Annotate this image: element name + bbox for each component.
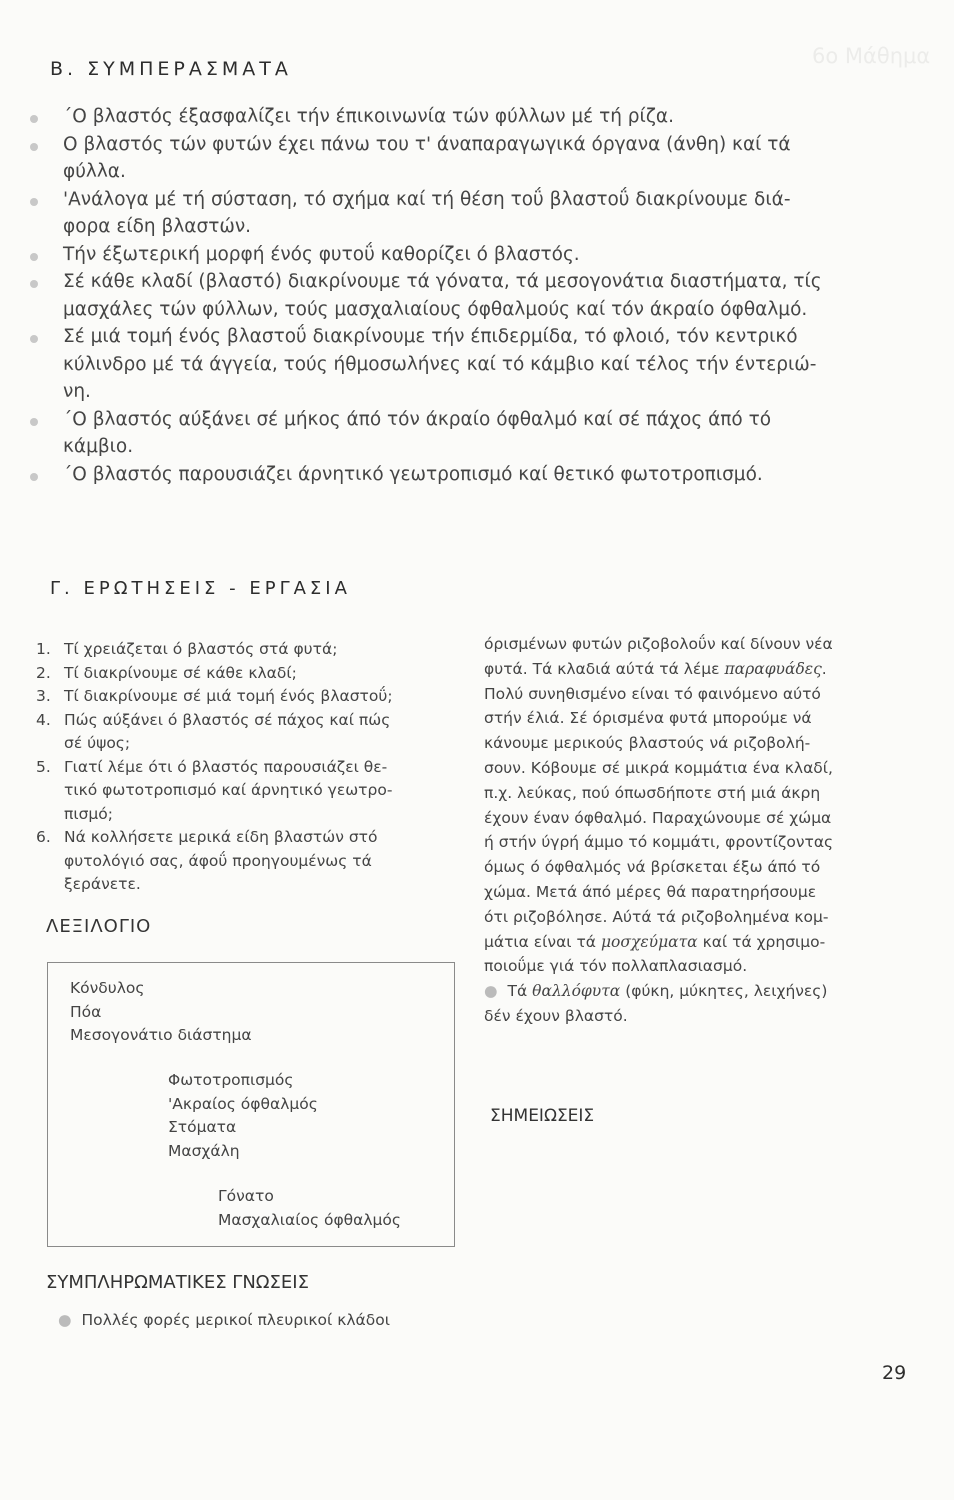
question-item — [36, 638, 466, 662]
text-span: (φύκη, μύκητες, λειχήνες) — [620, 982, 828, 1001]
conclusion-line: μασχάλες τών φύλλων, τούς μασχαλιαίους όφθαλμούς καί τόν άκραίο όφθαλμό. — [63, 298, 808, 320]
page-number: 29 — [882, 1362, 907, 1384]
text-line: στήν έλιά. Σέ όρισμένα φυτά μπορούμε νά — [484, 709, 812, 728]
question-number: 4. — [36, 710, 51, 729]
lexicon-heading: ΛΕΞΙΛΟΓΙΟ — [46, 916, 152, 937]
question-line: Τί χρειάζεται ό βλαστός στά φυτά; — [64, 640, 338, 658]
questions-heading: Γ. ΕΡΩΤΗΣΕΙΣ - ΕΡΓΑΣΙΑ — [50, 578, 351, 599]
question-line: Γιατί λέμε ότι ό βλαστός παρουσιάζει θε- — [64, 757, 388, 776]
question-line: Νά κολλήσετε μερικά είδη βλαστών στό — [64, 828, 378, 846]
bullet-icon — [30, 115, 38, 123]
question-number: 3. — [36, 687, 51, 705]
question-line: Πώς αύξάνει ό βλαστός σέ πάχος καί πώς — [64, 710, 391, 729]
text-line: χώμα. Μετά άπό μέρες θά παρατηρήσουμε — [484, 882, 817, 901]
question-item — [36, 756, 466, 827]
text-span: φυτά. Τά κλαδιά αύτά τά λέμε — [484, 659, 725, 678]
conclusion-line: ΄Ο βλαστός έξασφαλίζει τήν έπικοινωνία τών φύλλων μέ τή ρίζα. — [63, 106, 674, 127]
question-line: τικό φωτοτροπισμό καί άρνητικό γεωτρο- — [64, 781, 393, 799]
conclusion-line: φύλλα. — [63, 161, 126, 182]
question-line: ξεράνετε. — [64, 875, 141, 893]
question-number: 6. — [36, 828, 51, 846]
lexicon-term: Μασχάλη — [168, 1141, 240, 1160]
text-span: μάτια είναι τά — [484, 932, 601, 951]
conclusion-line: 'Ανάλογα μέ τή σύσταση, τό σχήμα καί τή θέση τοΰ βλαστοΰ διακρίνουμε διά- — [63, 188, 791, 210]
question-line: Τί διακρίνουμε σέ μιά τομή ένός βλαστοΰ; — [64, 687, 393, 705]
question-line: φυτολόγιό σας, άφοΰ προηγουμένως τά — [64, 851, 372, 870]
lexicon-term: 'Ακραίος όφθαλμός — [168, 1094, 318, 1113]
conclusion-item — [30, 131, 910, 186]
text-span: καί τά χρησιμο- — [697, 932, 826, 951]
bullet-icon: ● — [58, 1311, 72, 1329]
bullet-icon — [30, 418, 38, 426]
conclusion-item — [30, 268, 910, 323]
question-number: 5. — [36, 757, 51, 776]
bleed-through-text: 6ο Μάθημα — [812, 44, 931, 68]
conclusion-line: κάμβιο. — [63, 436, 134, 457]
conclusions-list — [30, 103, 910, 488]
text-span: . — [821, 659, 827, 678]
notes-heading: ΣΗΜΕΙΩΣΕΙΣ — [490, 1106, 595, 1126]
lexicon-term: Φωτοτροπισμός — [168, 1071, 294, 1089]
question-item — [36, 685, 466, 709]
text-line — [484, 657, 916, 682]
bullet-icon: ● — [484, 982, 498, 1001]
text-line: όρισμένων φυτών ριζοβολοΰν καί δίνουν νέα — [484, 635, 833, 653]
question-line: Τί διακρίνουμε σέ κάθε κλαδί; — [64, 663, 297, 682]
text-line: ποιοΰμε γιά τόν πολλαπλασιασμό. — [484, 957, 748, 976]
text-line: Πολύ συνηθισμένο είναι τό φαινόμενο αύτό — [484, 684, 821, 703]
conclusion-item — [30, 461, 910, 489]
bullet-icon — [30, 198, 38, 206]
text-line: δέν έχουν βλαστό. — [484, 1006, 628, 1025]
lexicon-term: Πόα — [70, 1002, 102, 1021]
conclusions-heading: Β. ΣΥΜΠΕΡΑΣΜΑΤΑ — [50, 58, 292, 80]
conclusion-item — [30, 323, 910, 406]
bullet-icon — [30, 473, 38, 481]
conclusion-line: ΄Ο βλαστός αύξάνει σέ μήκος άπό τόν άκραίο όφθαλμό καί σέ πάχος άπό τό — [63, 408, 772, 430]
lexicon-box — [47, 962, 455, 1247]
conclusion-line: νη. — [63, 381, 91, 402]
text-span: Τά — [507, 982, 533, 1001]
lexicon-term: Κόνδυλος — [70, 979, 145, 997]
questions-list — [36, 638, 466, 897]
lexicon-group — [218, 1185, 401, 1232]
conclusion-item — [30, 103, 910, 131]
conclusion-line: φορα είδη βλαστών. — [63, 216, 252, 237]
question-line: πισμό; — [64, 804, 113, 823]
text-line: ότι ριζοβόλησε. Αύτά τά ριζοβολημένα κομ- — [484, 907, 829, 926]
question-line: σέ ύψος; — [64, 734, 131, 752]
supplementary-continuation — [484, 632, 916, 1029]
lexicon-term: Στόματα — [168, 1118, 237, 1136]
term-italic: παραφυάδες — [724, 659, 822, 678]
lexicon-term: Μεσογονάτιο διάστημα — [70, 1026, 252, 1044]
text-line: όμως ό όφθαλμός νά βρίσκεται έξω άπό τό — [484, 858, 821, 877]
conclusion-line: Τήν έξωτερική μορφή ένός φυτοΰ καθορίζει ό βλαστός. — [63, 243, 580, 265]
question-number: 1. — [36, 640, 51, 658]
supplementary-text — [58, 1311, 390, 1329]
conclusion-line: κύλινδρο μέ τά άγγεία, τούς ήθμοσωλήνες καί τό κάμβιο καί τέλος τήν έντεριώ- — [63, 353, 817, 375]
text-line: ή στήν ύγρή άμμο τό κομμάτι, φροντίζοντας — [484, 833, 834, 852]
text-line: έχουν έναν όφθαλμό. Παραχώνουμε σέ χώμα — [484, 808, 832, 827]
lexicon-group — [168, 1069, 318, 1163]
conclusion-item — [30, 241, 910, 269]
conclusion-line: Ο βλαστός τών φυτών έχει πάνω του τ' άναπαραγωγικά όργανα (άνθη) καί τά — [63, 133, 791, 155]
question-item — [36, 709, 466, 756]
conclusion-line: Σέ μιά τομή ένός βλαστοΰ διακρίνουμε τήν έπιδερμίδα, τό φλοιό, τόν κεντρικό — [63, 326, 798, 347]
text-line — [484, 979, 916, 1004]
text-line: σουν. Κόβουμε σέ μικρά κομμάτια ένα κλαδί, — [484, 758, 833, 777]
conclusion-item — [30, 406, 910, 461]
supplementary-heading: ΣΥΜΠΛΗΡΩΜΑΤΙΚΕΣ ΓΝΩΣΕΙΣ — [46, 1272, 309, 1293]
question-item — [36, 662, 466, 686]
conclusion-item — [30, 186, 910, 241]
conclusion-line: ΄Ο βλαστός παρουσιάζει άρνητικό γεωτροπισμό καί θετικό φωτοτροπισμό. — [63, 463, 763, 485]
term-italic: θαλλόφυτα — [532, 982, 621, 1001]
term-italic: μοσχεύματα — [600, 932, 698, 951]
bullet-icon — [30, 253, 38, 261]
text-line: π.χ. λεύκας, πού όπωσδήποτε στή μιά άκρη — [484, 783, 821, 802]
bullet-icon — [30, 280, 38, 288]
lexicon-term: Γόνατο — [218, 1187, 274, 1205]
bullet-icon — [30, 335, 38, 343]
supplementary-line: Πολλές φορές μερικοί πλευρικοί κλάδοι — [81, 1311, 390, 1329]
lexicon-group — [70, 977, 252, 1048]
conclusion-line: Σέ κάθε κλαδί (βλαστό) διακρίνουμε τά γόνατα, τά μεσογονάτια διαστήματα, τίς — [63, 271, 822, 292]
bullet-icon — [30, 143, 38, 151]
text-line: κάνουμε μερικούς βλαστούς νά ριζοβολή- — [484, 734, 811, 753]
question-number: 2. — [36, 663, 51, 682]
lexicon-term: Μασχαλιαίος όφθαλμός — [218, 1210, 401, 1229]
question-item — [36, 826, 466, 897]
text-line — [484, 930, 916, 955]
